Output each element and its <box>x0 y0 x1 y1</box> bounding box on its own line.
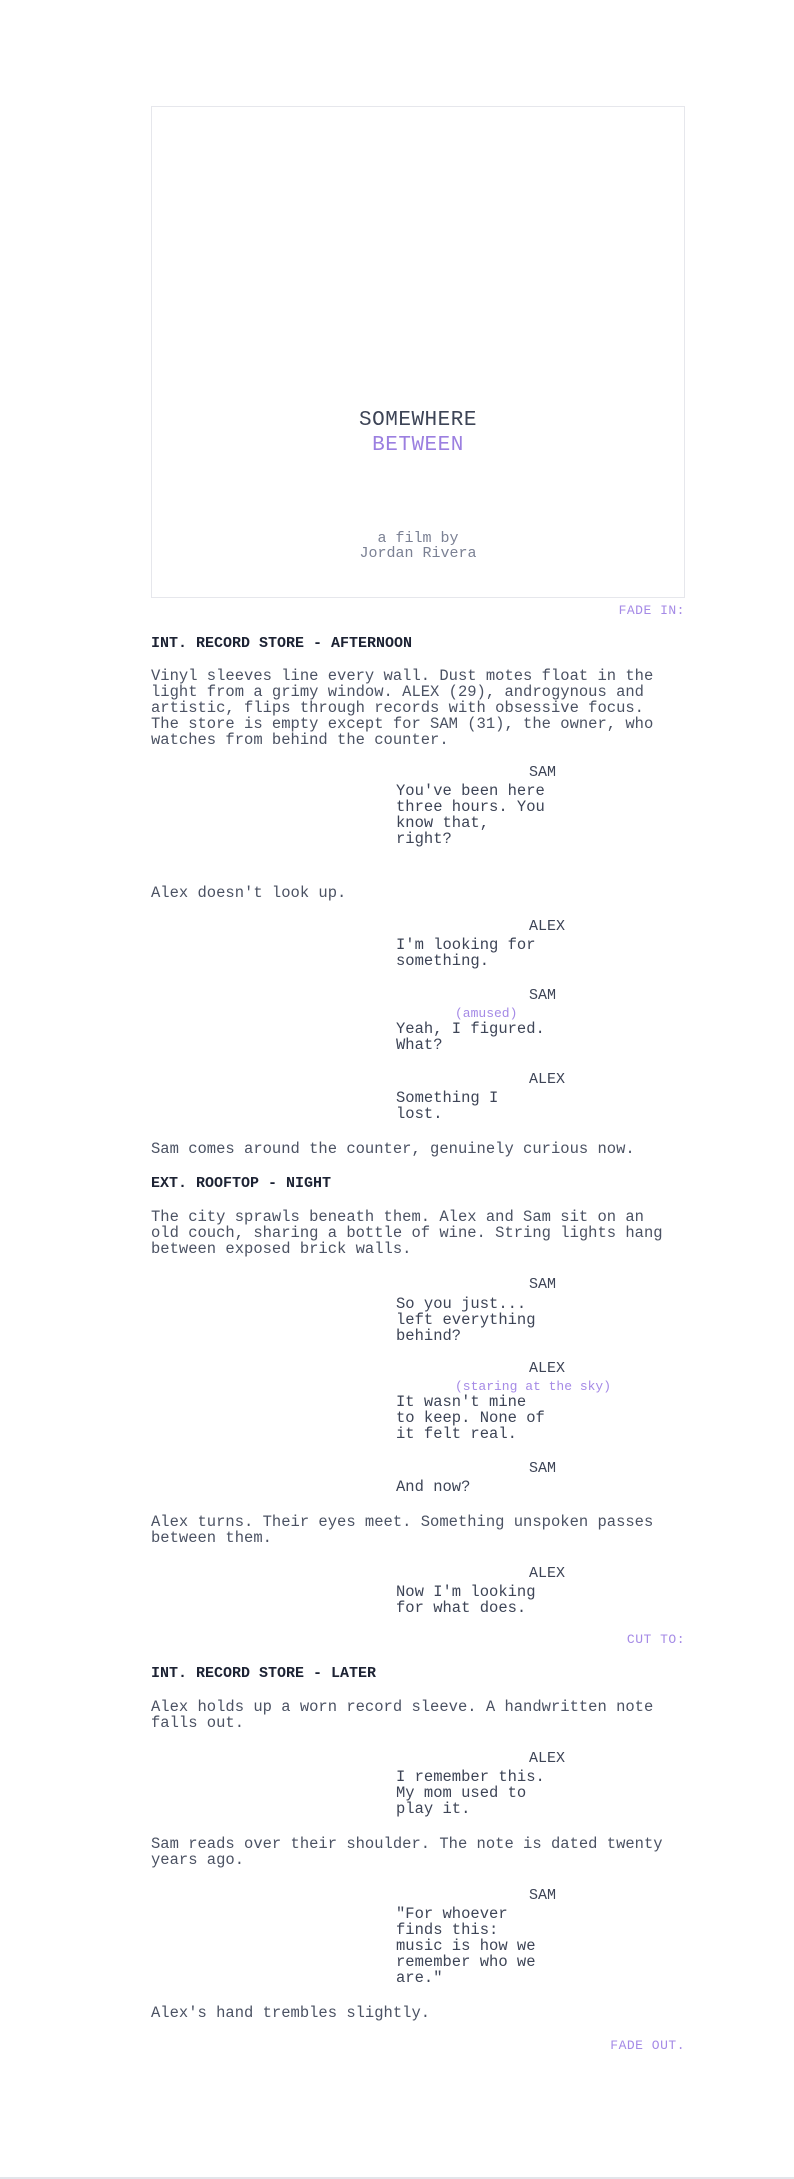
action-line: The city sprawls beneath them. Alex and Sam sit on an old couch, sharing a bottle of wine. String lights hang between exposed brick walls. <box>151 1208 663 1258</box>
transition-cut-to: CUT TO: <box>626 1632 685 1647</box>
character-name: ALEX <box>529 918 566 935</box>
scene-heading: INT. RECORD STORE - AFTERNOON <box>151 635 413 652</box>
byline-author: Jordan Rivera <box>359 545 477 562</box>
character-name: ALEX <box>529 1750 566 1767</box>
scene-heading: EXT. ROOFTOP - NIGHT <box>151 1175 332 1192</box>
character-name: SAM <box>529 1887 557 1904</box>
parenthetical: (staring at the sky) <box>455 1379 612 1394</box>
action-line: Sam reads over their shoulder. The note is dated twenty years ago. <box>151 1835 663 1869</box>
title-line-2: BETWEEN <box>372 434 464 457</box>
title-line-1: SOMEWHERE <box>359 409 477 432</box>
action-line: Alex turns. Their eyes meet. Something unspoken passes between them. <box>151 1513 654 1547</box>
transition-fade-in: FADE IN: <box>618 603 685 618</box>
action-line: Vinyl sleeves line every wall. Dust motes float in the light from a grimy window. ALEX (29), androgynous and artistic, flips through records with obsessive focus. The store is empty except for SAM (31), the owner, who watches from behind the counter. <box>151 667 654 749</box>
character-name: SAM <box>529 1460 557 1477</box>
character-name: ALEX <box>529 1360 566 1377</box>
character-name: ALEX <box>529 1071 566 1088</box>
character-name: ALEX <box>529 1565 566 1582</box>
dialogue-line: So you just... left everything behind? <box>396 1295 536 1345</box>
action-line: Sam comes around the counter, genuinely curious now. <box>151 1140 635 1158</box>
transition-fade-out: FADE OUT. <box>610 2038 685 2053</box>
character-name: SAM <box>529 987 557 1004</box>
action-line: Alex doesn't look up. <box>151 884 347 902</box>
scene-heading: INT. RECORD STORE - LATER <box>151 1665 377 1682</box>
dialogue-line: Yeah, I figured. What? <box>396 1020 545 1054</box>
action-line: Alex's hand trembles slightly. <box>151 2004 431 2022</box>
parenthetical: (amused) <box>455 1006 518 1021</box>
dialogue-line: You've been here three hours. You know that, right? <box>396 782 545 848</box>
dialogue-line: And now? <box>396 1478 471 1496</box>
dialogue-line: I remember this. My mom used to play it. <box>396 1768 545 1818</box>
byline-label: a film by <box>377 530 459 547</box>
dialogue-line: Something I lost. <box>396 1089 499 1123</box>
character-name: SAM <box>529 764 557 781</box>
character-name: SAM <box>529 1276 557 1293</box>
title-page-card <box>151 106 685 598</box>
action-line: Alex holds up a worn record sleeve. A handwritten note falls out. <box>151 1698 654 1732</box>
dialogue-line: "For whoever finds this: music is how we remember who we are." <box>396 1905 536 1987</box>
dialogue-line: I'm looking for something. <box>396 936 536 970</box>
dialogue-line: It wasn't mine to keep. None of it felt real. <box>396 1393 545 1443</box>
dialogue-line: Now I'm looking for what does. <box>396 1583 536 1617</box>
